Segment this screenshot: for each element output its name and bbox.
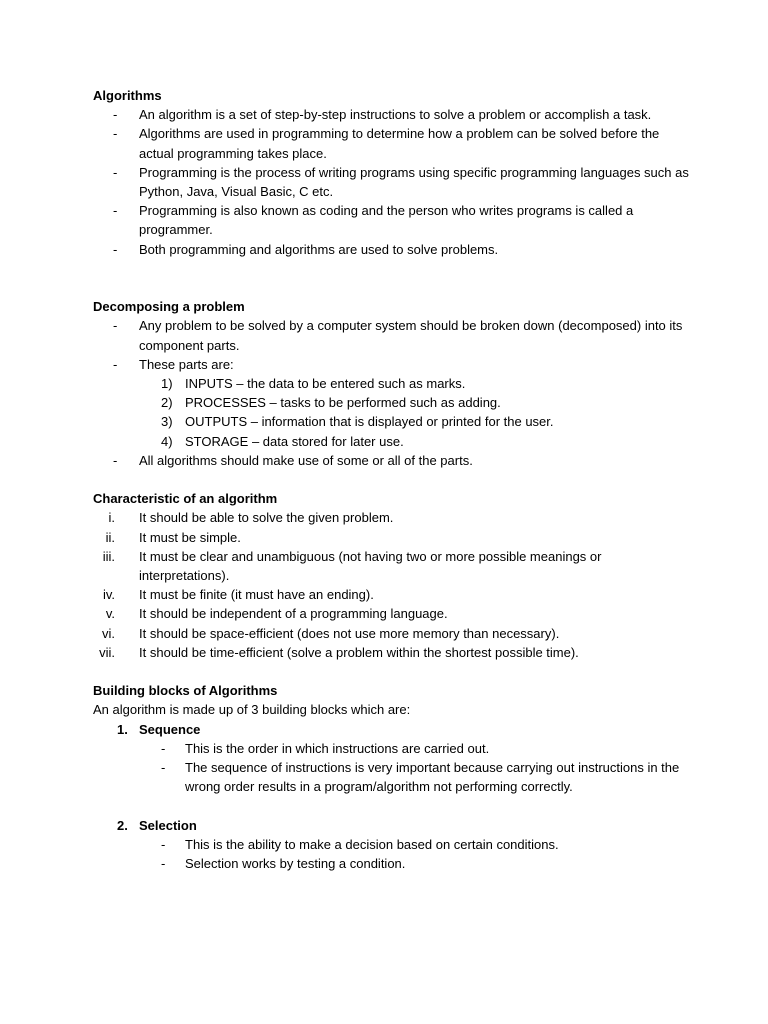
dash-bullet: - [113, 203, 118, 219]
spacer [93, 662, 693, 681]
heading-building-blocks: Building blocks of Algorithms [93, 683, 278, 699]
roman-item: vii. It should be time-efficient (solve a problem within the shortest possible time). [99, 644, 579, 660]
list-item: - Algorithms are used in programming to determine how a problem can be solved before the actual programming takes place. [113, 126, 660, 161]
block-sequence-title: 1. Sequence [117, 721, 201, 737]
dash-bullet: - [161, 836, 166, 852]
dash-bullet: - [113, 241, 118, 257]
dash-bullet: - [113, 164, 118, 180]
heading-decomposing: Decomposing a problem [93, 299, 245, 315]
dash-bullet: - [113, 356, 118, 372]
roman-item: iii. It must be clear and unambiguous (not having two or more possible meanings or interpretations). [102, 548, 602, 584]
section-algorithms [93, 86, 693, 259]
list-item: - An algorithm is a set of step-by-step instructions to solve a problem or accomplish a task. [93, 105, 693, 124]
dash-bullet: - [113, 107, 118, 123]
dash-bullet: - [113, 126, 118, 142]
roman-item: iv. It must be finite (it must have an ending). [102, 587, 374, 603]
dash-bullet: - [161, 856, 166, 872]
list-item: - Programming is the process of writing programs using specific programming languages such as Python, Java, Visual Basic, C etc. [113, 164, 689, 200]
roman-item: ii. It must be simple. [105, 529, 241, 545]
numbered-item: 4) STORAGE – data stored for later use. [161, 433, 404, 449]
dash-bullet: - [161, 760, 166, 776]
section-decomposing [93, 297, 693, 470]
dash-bullet: - [113, 318, 118, 334]
section-characteristics [93, 489, 693, 662]
list-item: - Programming is also known as coding and the person who writes programs is called a programmer. [113, 203, 634, 238]
numbered-item: 3) OUTPUTS – information that is displayed or printed for the user. [161, 414, 554, 430]
roman-item: i. It should be able to solve the given problem. [108, 510, 394, 526]
document-body [93, 86, 693, 873]
spacer [93, 259, 693, 297]
heading-characteristics: Characteristic of an algorithm [93, 491, 278, 507]
dash-bullet: - [161, 740, 166, 756]
list-item: - The sequence of instructions is very important because carrying out instructions in the wrong order results in a program/algorithm not performing correctly. [161, 760, 680, 795]
spacer [93, 796, 693, 815]
list-item: - All algorithms should make use of some or all of the parts. [93, 451, 693, 470]
numbered-item: 2) PROCESSES – tasks to be performed such as adding. [161, 395, 501, 411]
roman-item: v. It should be independent of a programming language. [105, 606, 448, 622]
list-item: - Any problem to be solved by a computer system should be broken down (decomposed) into its component parts. [113, 318, 683, 353]
list-item: - Selection works by testing a condition. [93, 854, 693, 873]
spacer [93, 470, 693, 489]
section-building-blocks [93, 681, 693, 873]
list-item: - Both programming and algorithms are used to solve problems. [93, 240, 693, 259]
heading-algorithms: Algorithms [93, 88, 162, 103]
block-selection-title: 2. Selection [117, 817, 197, 833]
list-item: - This is the ability to make a decision based on certain conditions. [93, 835, 693, 854]
list-item: - This is the order in which instructions are carried out. [93, 739, 693, 758]
roman-item: vi. It should be space-efficient (does not use more memory than necessary). [102, 625, 560, 641]
list-item: - These parts are: [93, 355, 693, 374]
dash-bullet: - [113, 452, 118, 468]
numbered-item: 1) INPUTS – the data to be entered such as marks. [161, 376, 466, 392]
building-blocks-intro: An algorithm is made up of 3 building blocks which are: [93, 702, 411, 718]
